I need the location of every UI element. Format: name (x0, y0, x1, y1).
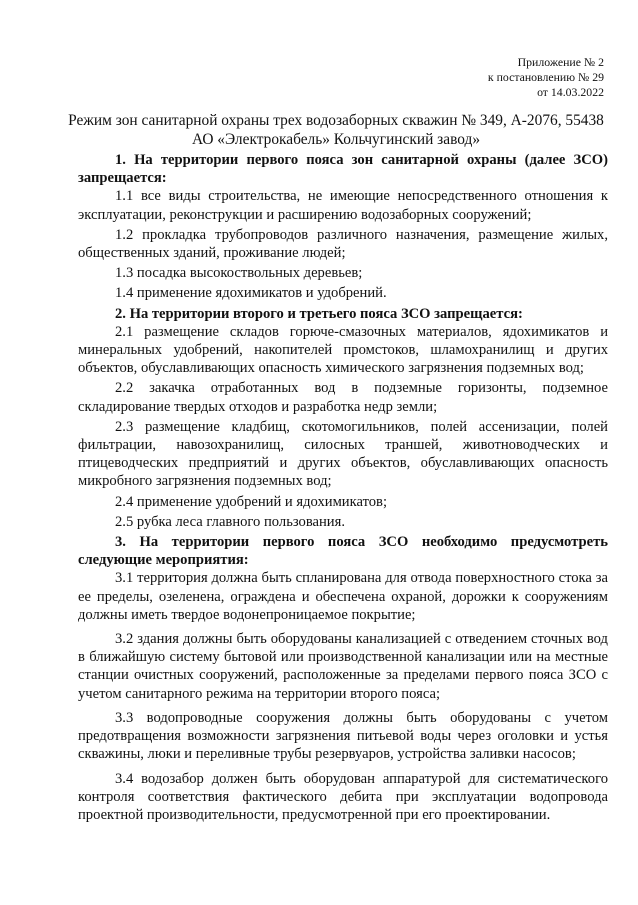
section-2-item: 2.1 размещение складов горюче-смазочных материалов, ядохимикатов и минеральных удобрений, накопителей промстоков, шламохранилищ и других объектов, обуславливающих опасность химического загрязнения подземных вод; (78, 323, 608, 377)
section-2-item: 2.4 применение удобрений и ядохимикатов; (115, 493, 388, 510)
appendix-resolution: к постановлению № 29 (487, 70, 604, 85)
section-1-item: 1.1 все виды строительства, не имеющие непосредственного отношения к эксплуатации, реконструкции и расширению водозаборных сооружений; (78, 188, 608, 223)
document-body (78, 151, 608, 824)
section-2-item: 2.5 рубка леса главного пользования. (115, 513, 345, 530)
section-3-item: 3.4 водозабор должен быть оборудован аппаратурой для систематического контроля соответствия фактического дебита при эксплуатации водопровода проектной производительности, предусмотренной при его проектировании. (78, 770, 608, 823)
section-3-item: 3.3 водопроводные сооружения должны быть оборудованы с учетом предотвращения возможности загрязнения питьевой воды через оголовки и устья скважины, люки и переливные трубы резервуаров, устройства заливки насосов; (78, 709, 608, 763)
section-2-item: 2.2 закачка отработанных вод в подземные горизонты, подземное складирование твердых отходов и разработка недр земли; (78, 380, 608, 415)
section-1-item: 1.4 применение ядохимикатов и удобрений. (115, 285, 387, 302)
title-line-2: АО «Электрокабель» Кольчугинский завод» (191, 131, 481, 148)
section-3-heading: 3. На территории первого пояса ЗСО необходимо предусмотреть следующие мероприятия: (78, 534, 608, 569)
section-1-heading: 1. На территории первого пояса зон санитарной охраны (далее ЗСО) запрещается: (78, 152, 608, 187)
section-1-item: 1.2 прокладка трубопроводов различного назначения, размещение жилых, общественных зданий, проживание людей; (78, 226, 608, 262)
section-2-heading: 2. На территории второго и третьего пояса ЗСО запрещается: (115, 305, 523, 322)
section-1-item: 1.3 посадка высокоствольных деревьев; (115, 265, 363, 282)
appendix-header (488, 55, 604, 101)
document-title (62, 111, 610, 149)
title-line-1: Режим зон санитарной охраны трех водозаборных скважин № 349, А-2076, 55438 (68, 112, 604, 129)
appendix-date: от 14.03.2022 (537, 85, 604, 100)
section-3-item: 3.2 здания должны быть оборудованы канализацией с отведением сточных вод в ближайшую систему бытовой или производственной канализации или на местные станции очистных сооружений, расположенные за пределами первого пояса ЗСО с учетом санитарного режима на территории второго пояса; (78, 631, 608, 702)
section-2-item: 2.3 размещение кладбищ, скотомогильников, полей ассенизации, полей фильтрации, навозохранилищ, силосных траншей, животноводческих и птицеводческих предприятий и других объектов, обуславливающих опасность микробного загрязнения подземных вод; (78, 418, 608, 490)
section-3-item: 3.1 территория должна быть спланирована для отвода поверхностного стока за ее пределы, озеленена, ограждена и обеспечена охраной, дорожки к сооружениям должны иметь твердое водонепроницаемое покрытие; (78, 570, 608, 623)
appendix-number: Приложение № 2 (517, 55, 604, 69)
